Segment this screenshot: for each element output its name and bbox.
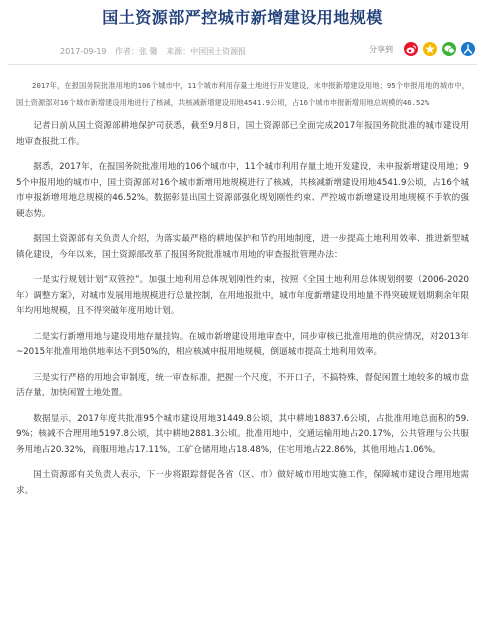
article-paragraph: 国土资源部有关负责人表示，下一步将跟踪督促各省（区、市）做好城市用地实施工作，保障城市建设合理用地需求。 — [16, 470, 469, 496]
article-paragraph: 一是实行规划计划“双管控”。加强土地利用总体规划刚性约束，按照《全国土地利用总体规划纲要（2006-2020年）调整方案》，对城市发展用地规模进行总量控制，在用地报批中，城市年度新增建设用地量不得突破规划期剩余年限年均用地规模，且不得突破年度用地计划。 — [16, 275, 469, 316]
article-paragraph: 三是实行严格的用地会审制度，统一审查标准，把握一个尺度，不开口子，不搞特殊，督促闲置土地较多的城市盘活存量，加快闲置土地处置。 — [16, 372, 469, 398]
share-label: 分享到 — [369, 44, 393, 54]
qzone-icon[interactable] — [423, 42, 437, 56]
article-paragraph: 记者日前从国土资源部耕地保护司获悉，截至9月8日，国土资源部已全面完成2017年报国务院批准的城市建设用地审查报批工作。 — [16, 121, 469, 147]
share-bar — [369, 42, 475, 56]
renren-icon[interactable] — [461, 42, 475, 56]
weibo-icon[interactable] — [404, 42, 418, 56]
article-paragraph: 二是实行新增用地与建设用地存量挂钩。在城市新增建设用地审查中，同步审核已批准用地的供应情况，对2013年~2015年批准用地供地率达不到50%的，相应核减申报用地规模，倒逼城市提高土地利用效率。 — [16, 331, 469, 357]
wechat-icon[interactable] — [442, 42, 456, 56]
article-meta-bar — [8, 42, 477, 65]
article-meta — [60, 46, 252, 57]
article-body — [16, 119, 469, 499]
article-date: 2017-09-19 — [60, 47, 107, 56]
article-author: 作者：张 馨 — [115, 47, 158, 56]
article-source: 来源：中国国土资源报 — [166, 47, 247, 56]
article-paragraph: 据悉，2017年，在报国务院批准用地的106个城市中，11个城市利用存量土地开发建设，未申报新增建设用地；95个申报用地的城市中，国土资源部对16个城市新增用地规模进行了核减，共核减新增建设用地4541.9公顷，占16个城市申报新增用地总规模的46.52%。数据彰显出国土资源部强化规划刚性约束、严控城市新增建设用地规模不手软的强硬态势。 — [16, 162, 469, 219]
article-abstract: 2017年，在报国务院批准用地的106个城市中，11个城市利用存量土地进行开发建设，未申报新增建设用地；95个申报用地的城市中，国土资源部对16个城市新增建设用地进行了核减，共核减新增建设用地4541.9公顷，占16个城市申报新增用地总规模的46.52% — [16, 81, 469, 107]
article-title: 国土资源部严控城市新增建设用地规模 — [102, 8, 383, 27]
article-paragraph: 据国土资源部有关负责人介绍，为落实最严格的耕地保护和节约用地制度，进一步提高土地利用效率、推进新型城镇化建设，今年以来，国土资源部改革了报国务院批准城市用地的审查报批管理办法： — [16, 234, 469, 260]
article-paragraph: 数据显示，2017年度共批准95个城市建设用地31449.8公顷，其中耕地18837.6公顷，占批准用地总面积的59.9%；核减不合理用地5197.8公顷，其中耕地2881.3公顷。批准用地中，交通运输用地占20.17%，公共管理与公共服务用地占20.32%，商服用地占17.11%，工矿仓储用地占18.48%，住宅用地占22.86%，其他用地占1.06%。 — [16, 413, 469, 455]
